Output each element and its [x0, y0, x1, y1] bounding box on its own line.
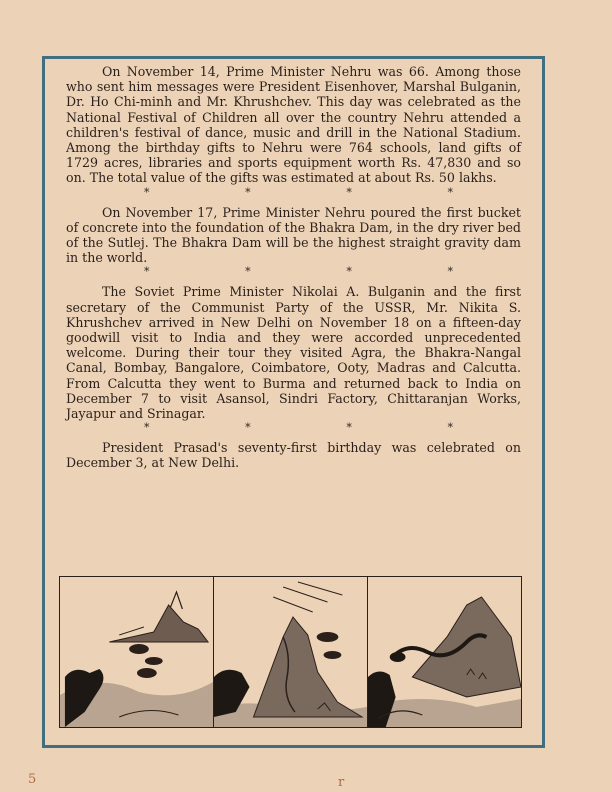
- page-mark-left: 5: [28, 772, 37, 787]
- paragraph-soviet-visit: The Soviet Prime Minister Nikolai A. Bulganin and the first secretary of the Communist Party of the USSR, Mr. Nikita S. Khrushchev arrived in New Delhi on November 18 on a fifteen-day goodwill visit to India and they were accorded unprecedented welcome. During their tour they visited Agra, the Bhakra-Nangal Canal, Bombay, Bangalore, Coimbatore, Ooty, Madras and Calcutta. From Calcutta they went to Burma and returned back to India on December 7 to visit Asansol, Sindri Factory, Chittaranjan Works, Jayapur and Srinagar.: [66, 284, 521, 422]
- article-body: [66, 64, 521, 471]
- paragraph-nehru-birthday: On November 14, Prime Minister Nehru was 66. Among those who sent him messages were President Eisenhover, Marshal Bulganin, Dr. Ho Chi-minh and Mr. Khrushchev. This day was celebrated as the National Festival of Children all over the country Nehru attended a children's festival of dance, music and drill in the National Stadium. Among the birthday gifts to Nehru were 764 schools, land gifts of 1729 acres, libraries and sports equipment worth Rs. 47,830 and so on. The total value of the gifts was estimated at about Rs. 50 lakhs.: [66, 64, 521, 186]
- paragraph-bhakra-dam: On November 17, Prime Minister Nehru poured the first bucket of concrete into the foundation of the Bhakra Dam, in the dry river bed of the Sutlej. The Bhakra Dam will be the highest straight gravity dam in the world.: [66, 204, 521, 266]
- comic-strip: [59, 576, 522, 728]
- page-mark-center: r: [338, 775, 345, 790]
- comic-panel-3: [368, 577, 521, 727]
- separator-stars: * * * *: [144, 421, 453, 435]
- comic-panel-1: [60, 577, 214, 727]
- separator-stars: * * * *: [144, 185, 453, 199]
- separator-stars: * * * *: [144, 265, 453, 279]
- paragraph-prasad-birthday: President Prasad's seventy-first birthday was celebrated on December 3, at New Delhi.: [66, 440, 521, 471]
- comic-panel-2: [214, 577, 368, 727]
